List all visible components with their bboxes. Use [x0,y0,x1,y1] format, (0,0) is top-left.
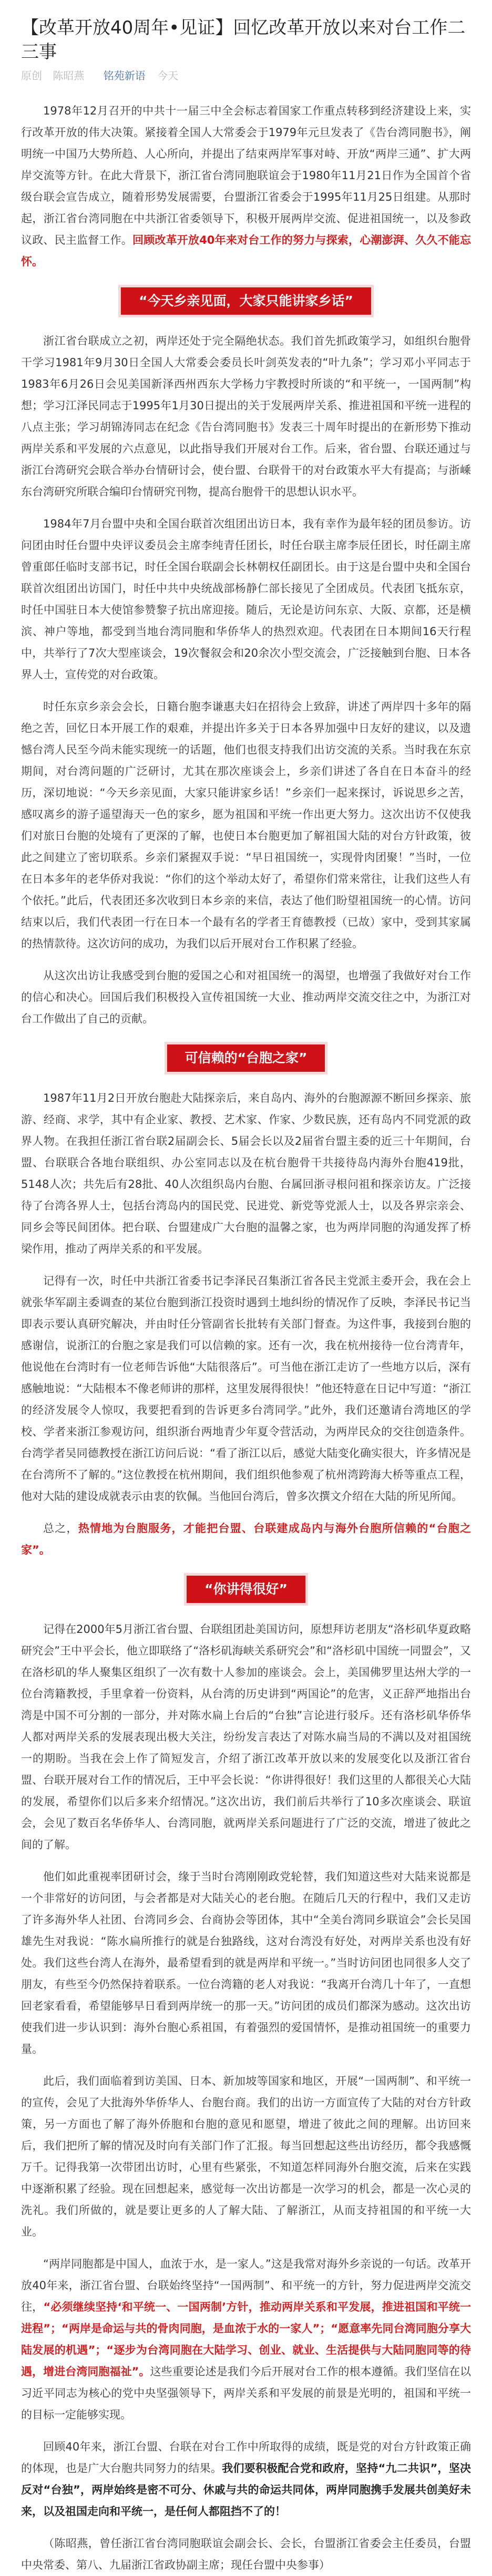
emphasis-text: 回顾改革开放40年来对台工作的努力与探索，心潮澎湃、久久不能忘怀。 [21,234,471,268]
paragraph-text: 记得有一次，时任中共浙江省委书记李泽民召集浙江省各民主党派主委开会，我在会上就张华军副主委调查的某位台胞到浙江投资时遇到土地纠纷的情况作了反映，李泽民书记当即表示要认真研究解决，并由时任分管副省长批转有关部门督查。为这件事，我接到台胞的感谢信，说浙江的台胞之家是我们可以信赖的家。还有一次，我在杭州接待一位台湾青年，他说他在台湾时有一位老师告诉他“大陆很落后”。可当他在浙江走访了一些地方以后，深有感触地说：“大陆根本不像老师讲的那样，这里发展得很快！”他还特意在日记中写道：“浙江的经济发展令人惊叹，我要把看到的告诉更多台湾同学。”此外，我们还邀请台湾地区的学校、学者来浙江参观访问，组织浙台两地青少年夏令营活动，为两岸民众的交往创造条件。台湾学者吴同德教授在浙江访问后说：“看了浙江以后，感觉大陆变化确实很大，许多情况是在台湾所不了解的。”这位教授在杭州期间，我们组织他参观了杭州湾跨海大桥等重点工程，他对大陆的建设成就表示由衷的钦佩。当他回台湾后，曾多次撰文介绍在大陆的所见所闻。 [21,1275,471,1503]
paragraph [21,696,471,955]
section-heading-wrap [21,1044,471,1072]
section-heading: “你讲得很好” [187,1576,305,1603]
paragraph-text: 他们如此重视率团研讨会，缘于当时台湾刚刚政党轮替，我们知道这些对大陆来说都是一个非常好的访问团，与会者都是对大陆关心的老台胞。在随后几天的行程中，我们又走访了许多海外华人社团、台湾同乡会、台商协会等团体，其中“全美台湾同乡联谊会”会长吴国雄先生对我说：“陈水扁所推行的就是台独路线，这对台湾没有好处，对两岸关系也没有好处。我们这些台湾人在海外，最希望看到的就是两岸和平统一。”当时访问团也同很多人交了朋友，有些至今仍然保持着联系。一位台湾籍的老人对我说：“我离开台湾几十年了，一直想回老家看看，希望能够早日看到两岸统一的那一天。”访问团的成员们都深为感动。这次出访使我们进一步认识到：海外台胞心系祖国，有着强烈的爱国情怀，是推动祖国统一的重要力量。 [21,1870,471,2055]
author-note [21,2533,471,2576]
paragraph [21,2071,471,2243]
paragraph-text: 回顾40年来，浙江台盟、台联在对台工作中所取得的成绩，既是党的对台方针政策正确的体现，也是广大台胞共同努力的结果。 [21,2440,471,2475]
paragraph-text: 总之， [43,1522,78,1535]
paragraph-text: （陈昭燕，曾任浙江省台湾同胞联谊会副会长、会长，台盟浙江省委会主任委员，台盟中央常委、第八、九届浙江省政协副主席；现任台盟中央参事） [21,2537,471,2571]
paragraph [21,2436,471,2522]
paragraph [21,1088,471,1260]
section-heading-wrap [21,287,471,315]
emphasis-text: “必须继续坚持‘和平统一、一国两制’方针，推动两岸关系和平发展，推进祖国和平统一进程”；“两岸是命运与共的骨肉同胞，是血浓于水的一家人”；“愿意率先同台湾同胞分享大陆发展的机遇”；“逐步为台湾同胞在大陆学习、创业、就业、生活提供与大陆同胞同等的待遇，增进台湾同胞福祉”。 [21,2301,471,2378]
emphasis-text: 热情地为台胞服务，才能把台盟、台联建成岛内与海外台胞所信赖的“台胞之家”。 [21,1522,471,1556]
paragraph [21,513,471,686]
paragraph-text: “两岸同胞都是中国人，血浓于水，是一家人。”这是我常对海外乡亲说的一句话。改革开放40年来，浙江省台盟、台联始终坚持“一国两制”、和平统一的方针，努力促进两岸交流交往， [21,2258,471,2313]
paragraph-text: 从这次出访让我感受到台胞的爱国之心和对祖国统一的渴望，也增强了我做好对台工作的信心和决心。回国后我们积极投入宣传祖国统一大业、推动两岸交流交往之中，为浙江对台工作做出了自己的贡献。 [21,969,471,1025]
paragraph [21,1619,471,1856]
paragraph-text: 1984年7月台盟中央和全国台联首次组团出访日本，我有幸作为最年轻的团员参访。访问团由时任台盟中央评议委员会主席李纯青任团长，时任台联主席李辰任团长，时任副主席曾重郎任临时支部书记，时任全国台联副会长林朝权任副团长。由于这是台盟中央和全国台联首次组团出访国门，时任中共中央统战部杨静仁部长接见了全团成员。代表团飞抵东京，时任中国驻日本大使馆参赞黎子抗出席迎接。随后，无论是访问东京、大阪、京都，还是横滨、神户等地，都受到当地台湾同胞和华侨华人的热烈欢迎。代表团在日本期间16天行程中，共举行了7次大型座谈会，19次餐叙会和20余次小型交流会，广泛接触到台胞、日本各界人士，宣传党的对台政策。 [21,518,471,681]
article-title: 【改革开放40周年•见证】回忆改革开放以来对台工作二三事 [21,17,466,63]
publish-date: 今天 [157,69,179,82]
original-tag: 原创 [21,69,42,82]
paragraph-text: 1978年12月召开的中共十一届三中全会标志着国家工作重点转移到经济建设上来，实行改革开放的伟大决策。紧接着全国人大常委会于1979年元旦发表了《告台湾同胞书》，阐明统一中国乃大势所趋、人心所向，并提出了结束两岸军事对峙、开放“两岸三通”、扩大两岸交流等方针。在此大背景下，浙江省台湾同胞联谊会于1980年11月21日作为全国首个省级台联会宣告成立，随着形势发展需要，台盟浙江省委会于1995年11月25日组建。从那时起，浙江省台湾同胞在中共浙江省委领导下，积极开展两岸交流、促进祖国统一，以及参政议政、民主监督工作。 [21,105,471,246]
section-heading: “今天乡亲见面，大家只能讲家乡话” [121,287,371,315]
paragraph [21,1518,471,1561]
emphasis-text: 我们要积极配合党和政府，坚持“九二共识”，坚决反对“台独”，两岸始终是密不可分、休戚与共的命运共同体，两岸同胞携手发展共创美好未来，以及祖国走向和平统一，是任何人都阻挡不了的！ [21,2462,472,2518]
article-body [21,100,471,2576]
paragraph [21,100,471,273]
article-meta [21,67,471,100]
paragraph [21,1270,471,1507]
paragraph-text: 此后，我们面临着到访美国、日本、新加坡等国家和地区，开展“一国两制”、和平统一的宣传，会见了大批海外华侨华人、台胞台商。我们的出访一方面宣传了大陆的对台方针政策，另一方面也了解了海外侨胞和台胞的意见和愿望，增进了彼此之间的理解。出访回来后，我们把所了解的情况及时向有关部门作了汇报。每当回想起这些出访经历，都令我感慨万千。记得我第一次带团出访时，心里有些紧张，不知道怎样同海外台胞交流，后来在实践中逐渐积累了经验。现在回想起来，感觉每一次出访都是一次学习的机会，都是一次心灵的洗礼。我们所做的，就是要让更多的人了解大陆、了解浙江，从而支持祖国的和平统一大业。 [21,2075,471,2238]
paragraph-text: 时任东京乡亲会会长，日籍台胞李谦惠夫妇在招待会上致辞，讲述了两岸四十多年的隔绝之苦，回忆日本开展工作的艰难，并提出许多关于日本各界加强中日友好的建议，以及遗憾台湾人民至今尚未能实现统一的话题，他们也很支持我们出访交流的关系。当时我在东京期间，对台湾问题的广泛研讨，尤其在那次座谈会上，乡亲们讲述了各自在日本奋斗的经历，深切地说：“今天乡亲见面，大家只能讲家乡话！”乡亲们一起来探讨，诉说思乡之苦，感叹离乡的游子遥望海天一色的家乡，愿为祖国和平统一作出更大努力。这次出访不仅使我们对旅日台胞的处境有了更深的了解，也使日本台胞更加了解祖国大陆的对台方针政策，彼此之间建立了密切联系。乡亲们紧握双手说：“早日祖国统一，实现骨肉团聚！”当时，一位在日本多年的老华侨对我说：“你们的这个举动太好了，希望你们常来常往，让我们这些人有个依托。”此后，代表团还多次收到日本乡亲的来信，表达了他们盼望祖国统一的心情。访问结束以后，我们代表团一行在日本一个最有名的学者王育德教授（已故）家中，受到其家属的热情款待。这次访问的成功，为我们以后开展对台工作积累了经验。 [21,700,471,950]
paragraph-tail: 这些重要论述是我们今后开展对台工作的根本遵循。我们坚信在以习近平同志为核心的党中央坚强领导下，两岸关系和平发展的前景是光明的，祖国和平统一的目标一定能够实现。 [21,2365,471,2421]
paragraph [21,330,471,503]
section-heading-wrap [21,1576,471,1603]
account-link[interactable]: 铭苑新语 [103,69,146,82]
paragraph [21,2253,471,2426]
author-name: 陈昭燕 [53,69,85,82]
paragraph [21,965,471,1030]
paragraph-text: 1987年11月2日开放台胞赴大陆探亲后，来自岛内、海外的台胞源源不断回乡探亲、旅游、经商、求学，其中有企业家、教授、艺术家、作家、少数民族，还有岛内不同党派的政界人物。在我担任浙江省台联2届副会长、5届会长以及2届省台盟主委的近三十年期间，台盟、台联联合各地台联组织、办公室同志以及在杭台胞骨干共接待岛内海外台胞419批，5148人次；共先后有28批、40人次组织岛内台胞、台属回浙寻根问祖和探亲访友。广泛接待了台湾各界人士，包括台湾岛内的国民党、民进党、新党等党派人士，以及各界宗亲会、同乡会等民间团体。把台联、台盟建成广大台胞的温馨之家，也为两岸同胞的沟通发挥了桥梁作用，推动了两岸关系的和平发展。 [21,1092,471,1255]
section-heading: 可信赖的“台胞之家” [167,1044,325,1072]
paragraph-text: 浙江省台联成立之初，两岸还处于完全隔绝状态。我们首先抓政策学习，如组织台胞骨干学习1981年9月30日全国人大常委会委员长叶剑英发表的“叶九条”；学习邓小平同志于1983年6月26日会见美国新泽西州西东大学杨力宇教授时所谈的“和平统一，一国两制”构想；学习江泽民同志于1995年1月30日提出的关于发展两岸关系、推进祖国和平统一进程的八点主张；学习胡锦涛同志在纪念《告台湾同胞书》发表三十周年时提出的在新形势下推动两岸关系和平发展的六点意见，以此指导我们开展对台工作。后来，省台盟、台联还通过与浙江台湾研究会联合举办台情研讨会，使台盟、台联骨干的对台政策水平大有提高；与浙嵊东台湾研究所联合编印台情研究刊物，提高台胞骨干的思想认识水平。 [21,335,471,498]
paragraph [21,1866,471,2060]
paragraph-text: 记得在2000年5月浙江省台盟、台联组团赴美国访问，原想拜访老朋友“洛杉矶华夏政略研究会”王中平会长，他立即联络了“洛杉矶海峡关系研究会”和“洛杉矶中国统一同盟会”，又在洛杉矶的华人聚集区组织了一次有数十人参加的座谈会。会上，美国佛罗里达州大学的一位台湾籍教授，手里拿着一份资料，从台湾的历史讲到“两国论”的危害，义正辞严地指出台湾是中国不可分割的一部分，并对陈水扁上台后的“台独”言论进行驳斥。还有洛杉矶华侨华人都对两岸关系的发展表现出极大关注，纷纷发言表达了对陈水扁当局的不满以及对祖国统一的期盼。当我在会上作了简短发言，介绍了浙江改革开放以来的发展变化以及浙江省台盟、台联开展对台工作的情况后，王中平会长说：“你讲得很好！我们这里的人都很关心大陆的发展，希望你们以后多来介绍情况。”这次出访，我们前后共举行了10多次座谈会、联谊会，会见了数百名华侨华人、台湾同胞，就两岸关系问题进行了广泛的交流，增进了彼此之间的了解。 [21,1623,471,1851]
